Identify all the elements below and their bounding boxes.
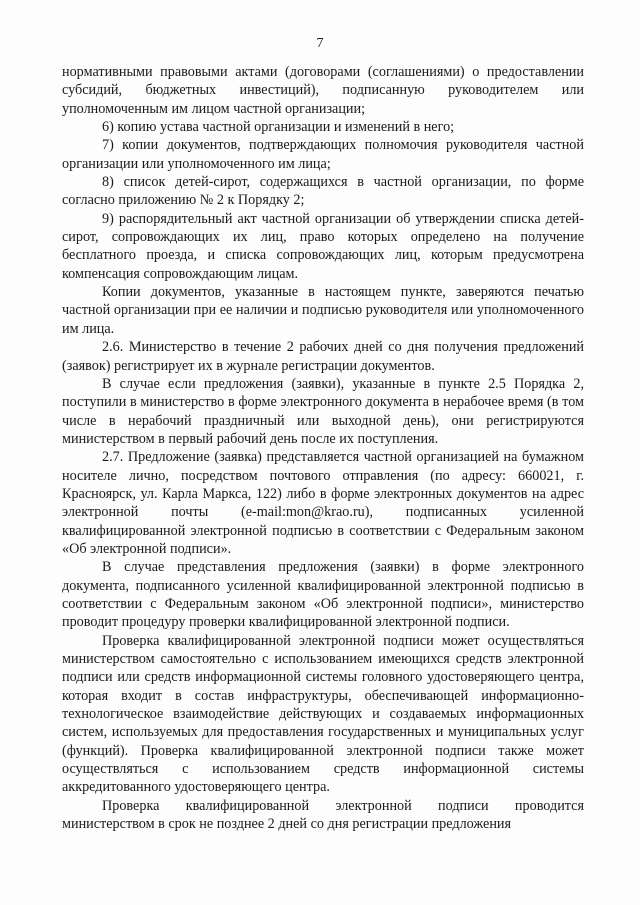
paragraph-electronic-submission: В случае представления предложения (заявки) в форме электронного документа, подписанного усиленной квалифицированной электронной подписью в соответствии с Федеральным законом «Об электронной подписи», министерство проводит процедуру проверки квалифицированной электронной подписи. [62, 559, 584, 631]
paragraph-nonworking-time: В случае если предложения (заявки), указанные в пункте 2.5 Порядка 2, поступили в министерство в форме электронного документа в нерабочее время (в том числе в нерабочий праздничный или выходной день), они регистрируются министерством в первый рабочий день после их поступления. [62, 375, 584, 447]
paragraph-item-6: 6) копию устава частной организации и изменений в него; [102, 119, 455, 136]
paragraph-check-deadline: Проверка квалифицированной электронной подписи проводится министерством в срок не позднее 2 дней со дня регистрации предложения [62, 797, 584, 833]
paragraph-continuation: нормативными правовыми актами (договорами (соглашениями) о предоставлении субсидий, бюджетных инвестиций), подписанную руководителем или уполномоченным им лицом частной организации; [62, 64, 584, 117]
paragraph-item-8: 8) список детей-сирот, содержащихся в частной организации, по форме согласно приложению № 2 к Порядку 2; [62, 174, 584, 209]
page-number: 7 [316, 36, 324, 51]
paragraph-signature-check: Проверка квалифицированной электронной подписи может осуществляться министерством самостоятельно с использованием имеющихся средств электронной подписи или средств информационной системы головного удостоверяющего центра, которая входит в состав инфраструктуры, обеспечивающей информационно-технологическое взаимодействие действующих и создаваемых информационных систем, используемых для предоставления государственных и муниципальных услуг (функций). Проверка квалифицированной электронной подписи также может осуществляться с использованием средств информационной системы аккредитованного удостоверяющего центра. [62, 632, 584, 796]
paragraph-item-7: 7) копии документов, подтверждающих полномочия руководителя частной организации или уполномоченного им лица; [62, 137, 584, 172]
paragraph-copies-certification: Копии документов, указанные в настоящем пункте, заверяются печатью частной организации при ее наличии и подписью руководителя или уполномоченного им лица. [62, 284, 584, 337]
document-body [62, 63, 584, 833]
paragraph-item-9: 9) распорядительный акт частной организации об утверждении списка детей-сирот, сопровождающих их лиц, право которых определено на получение бесплатного проезда, и списка сопровождающих лиц, которым предусмотрена компенсация сопровождающим лицам. [62, 210, 584, 282]
paragraph-2-6: 2.6. Министерство в течение 2 рабочих дней со дня получения предложений (заявок) регистрирует их в журнале регистрации документов. [62, 339, 584, 374]
paragraph-2-7: 2.7. Предложение (заявка) представляется частной организацией на бумажном носителе лично, посредством почтового отправления (по адресу: 660021, г. Красноярск, ул. Карла Маркса, 122) либо в форме электронных документов на адрес электронной почты (e-mail:mon@krao.ru), подписанных усиленной квалифицированной электронной подписью в соответствии с Федеральным законом «Об электронной подписи». [62, 449, 584, 557]
